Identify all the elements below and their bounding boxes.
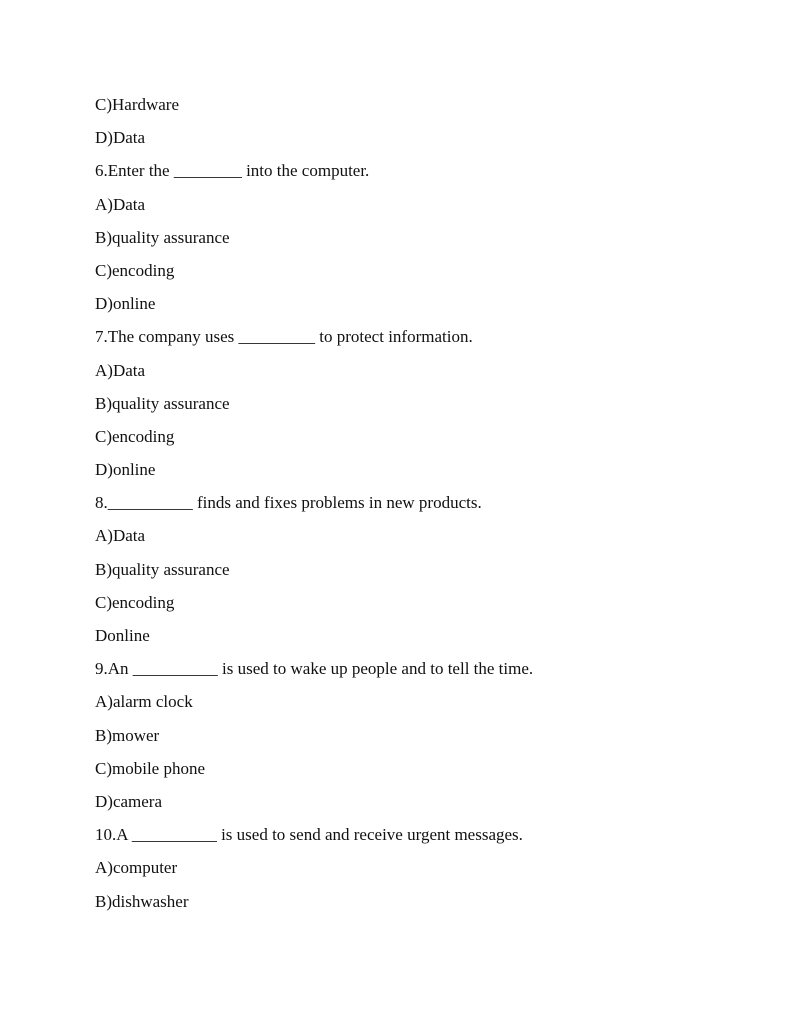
- answer-option: A)alarm clock: [95, 692, 193, 712]
- answer-option: C)encoding: [95, 592, 175, 612]
- answer-option: D)camera: [95, 791, 163, 811]
- answer-option: B)quality assurance: [95, 559, 230, 579]
- question-list: [95, 93, 533, 923]
- answer-option: C)encoding: [95, 426, 175, 446]
- answer-option: B)mower: [95, 725, 160, 745]
- answer-option: D)online: [95, 294, 156, 314]
- answer-option: D)Data: [95, 128, 146, 148]
- answer-option: A)computer: [95, 858, 178, 878]
- answer-option: B)quality assurance: [95, 227, 230, 247]
- answer-option: B)quality assurance: [95, 393, 230, 413]
- question-9: 9.An __________ is used to wake up people and to tell the time.: [95, 659, 534, 679]
- answer-option: D)online: [95, 460, 156, 480]
- answer-option: A)Data: [95, 526, 146, 546]
- question-6: 6.Enter the ________ into the computer.: [95, 161, 370, 181]
- answer-option: C)encoding: [95, 260, 175, 280]
- question-10: 10.A __________ is used to send and receive urgent messages.: [95, 825, 523, 845]
- answer-option: B)dishwasher: [95, 891, 189, 911]
- answer-option: C)Hardware: [95, 95, 180, 114]
- answer-option: A)Data: [95, 194, 146, 214]
- answer-option: C)mobile phone: [95, 758, 206, 778]
- answer-option: A)Data: [95, 360, 146, 380]
- question-7: 7.The company uses _________ to protect information.: [95, 327, 473, 347]
- answer-option: Donline: [95, 626, 150, 645]
- question-8: 8.__________ finds and fixes problems in new products.: [95, 493, 482, 513]
